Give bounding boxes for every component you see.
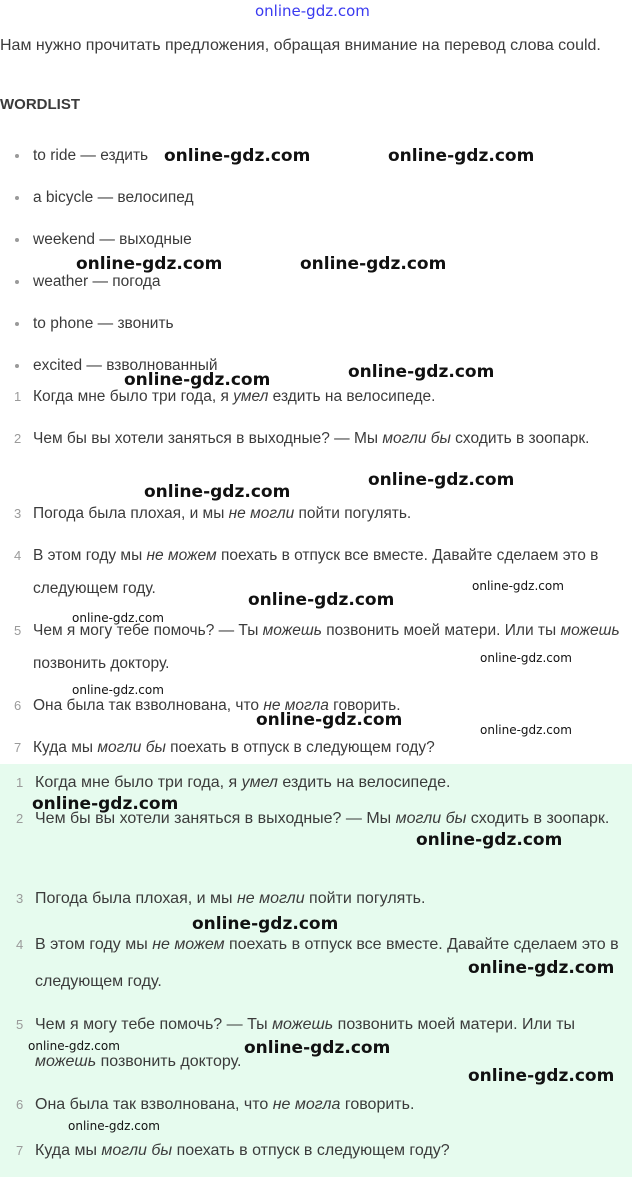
text-fragment: позвонить моей матери. Или ты	[333, 1016, 576, 1033]
wordlist-item: excited — взволнованный	[14, 352, 614, 394]
text-fragment: Чем я могу тебе помочь? — Ты	[33, 622, 263, 639]
text-fragment: Погода была плохая, и мы	[33, 505, 229, 522]
text-fragment: пойти погулять.	[294, 505, 412, 522]
text-fragment: Она была так взволнована, что	[35, 1096, 273, 1113]
bullet-icon	[15, 196, 19, 200]
sentence-number: 7	[14, 740, 22, 755]
sentence-text	[33, 380, 626, 413]
bullet-icon	[15, 280, 19, 284]
sentence-text	[35, 1086, 622, 1123]
text-fragment: Когда мне было три года, я	[33, 388, 234, 405]
emphasis: можешь	[560, 622, 620, 639]
text-fragment: Она была так взволнована, что	[33, 697, 264, 714]
sentence-item	[16, 880, 622, 917]
emphasis: могли бы	[97, 739, 166, 756]
sentence-item	[16, 1086, 622, 1123]
watermark: online-gdz.com	[416, 830, 563, 850]
text-fragment: позвонить моей матери. Или ты	[321, 622, 561, 639]
watermark: online-gdz.com	[480, 651, 572, 665]
sentence-number: 2	[16, 811, 24, 826]
text-fragment: Куда мы	[35, 1142, 102, 1159]
bullet-icon	[15, 238, 19, 242]
emphasis: могли бы	[382, 430, 451, 447]
watermark: online-gdz.com	[468, 958, 615, 978]
sentence-number: 1	[14, 389, 22, 404]
intro-text: Нам нужно прочитать предложения, обращая внимание на перевод слова could.	[0, 37, 601, 54]
text-fragment: Куда мы	[33, 739, 98, 756]
text-fragment: сходить в зоопарк.	[466, 810, 610, 827]
watermark: online-gdz.com	[124, 370, 271, 390]
sentence-number: 2	[14, 431, 22, 446]
emphasis: умел	[233, 388, 269, 405]
emphasis: не могли	[236, 890, 305, 907]
bullet-icon	[15, 364, 19, 368]
sentence-item	[14, 422, 626, 455]
sentence-text	[33, 422, 626, 455]
sentence-number: 5	[14, 623, 22, 638]
text-fragment: В этом году мы	[33, 547, 147, 564]
text-fragment: поехать в отпуск в следующем году?	[165, 739, 435, 756]
bullet-icon	[15, 154, 19, 158]
emphasis: можешь	[272, 1016, 334, 1033]
watermark: online-gdz.com	[28, 1039, 120, 1053]
sentence-number: 1	[16, 775, 24, 790]
watermark: online-gdz.com	[72, 683, 164, 697]
emphasis: не могли	[228, 505, 295, 522]
watermark: online-gdz.com	[32, 794, 179, 814]
watermark: online-gdz.com	[368, 470, 515, 490]
text-fragment: поехать в отпуск все вместе. Давайте сделаем это в следующем году.	[33, 547, 599, 597]
watermark: online-gdz.com	[144, 482, 291, 502]
wordlist-item: weather — погода	[14, 268, 614, 310]
wordlist-item: weekend — выходные	[14, 226, 614, 268]
text-fragment: позвонить доктору.	[33, 655, 170, 672]
text-fragment: ездить на велосипеде.	[277, 774, 451, 791]
watermark: online-gdz.com	[472, 579, 564, 593]
wordlist-item: to phone — звонить	[14, 310, 614, 352]
sentence-text	[33, 497, 626, 530]
wordlist-heading: WORDLIST	[0, 96, 80, 113]
sentence-number: 7	[16, 1143, 24, 1158]
text-fragment: поехать в отпуск все вместе. Давайте сделаем это в следующем году.	[35, 936, 619, 990]
sentence-number: 3	[14, 506, 22, 521]
text-fragment: говорить.	[340, 1096, 415, 1113]
text-fragment: пойти погулять.	[304, 890, 426, 907]
text-fragment: позвонить доктору.	[96, 1053, 242, 1070]
text-fragment: Когда мне было три года, я	[35, 774, 242, 791]
sentence-number: 6	[14, 698, 22, 713]
sentence-number: 4	[14, 548, 22, 563]
sentence-number: 3	[16, 891, 24, 906]
sentence-text	[35, 1132, 622, 1169]
emphasis: не можем	[146, 547, 217, 564]
text-fragment: Чем бы вы хотели заняться в выходные? — Мы	[35, 810, 396, 827]
text-fragment: В этом году мы	[35, 936, 153, 953]
emphasis: не могла	[272, 1096, 341, 1113]
watermark: online-gdz.com	[468, 1066, 615, 1086]
emphasis: могли бы	[395, 810, 467, 827]
emphasis: умел	[241, 774, 278, 791]
sentence-text	[35, 880, 622, 917]
wordlist-item: to ride — ездить	[14, 142, 614, 184]
watermark: online-gdz.com	[348, 362, 495, 382]
bullet-icon	[15, 322, 19, 326]
text-fragment: Погода была плохая, и мы	[35, 890, 237, 907]
watermark: online-gdz.com	[388, 146, 535, 166]
watermark: online-gdz.com	[248, 590, 395, 610]
emphasis: не можем	[152, 936, 225, 953]
text-fragment: Чем бы вы хотели заняться в выходные? — Мы	[33, 430, 383, 447]
watermark: online-gdz.com	[192, 914, 339, 934]
sentence-item	[16, 1132, 622, 1169]
watermark: online-gdz.com	[256, 710, 403, 730]
emphasis: можешь	[262, 622, 322, 639]
watermark-top: online-gdz.com	[255, 2, 370, 20]
watermark: online-gdz.com	[244, 1038, 391, 1058]
text-fragment: говорить.	[328, 697, 401, 714]
text-fragment: сходить в зоопарк.	[450, 430, 590, 447]
sentence-item	[14, 380, 626, 413]
emphasis: могли бы	[101, 1142, 173, 1159]
watermark: online-gdz.com	[164, 146, 311, 166]
watermark: online-gdz.com	[300, 254, 447, 274]
text-fragment: поехать в отпуск в следующем году?	[172, 1142, 450, 1159]
watermark: online-gdz.com	[480, 723, 572, 737]
emphasis: можешь	[35, 1053, 97, 1070]
wordlist-item: a bicycle — велосипед	[14, 184, 614, 226]
sentence-number: 4	[16, 937, 24, 952]
watermark: online-gdz.com	[76, 254, 223, 274]
text-fragment: Чем я могу тебе помочь? — Ты	[35, 1016, 273, 1033]
emphasis: не могла	[263, 697, 329, 714]
sentence-number: 5	[16, 1017, 24, 1032]
sentence-number: 6	[16, 1097, 24, 1112]
sentence-item	[14, 497, 626, 530]
watermark: online-gdz.com	[68, 1119, 160, 1133]
text-fragment: ездить на велосипеде.	[268, 388, 436, 405]
watermark: online-gdz.com	[72, 611, 164, 625]
